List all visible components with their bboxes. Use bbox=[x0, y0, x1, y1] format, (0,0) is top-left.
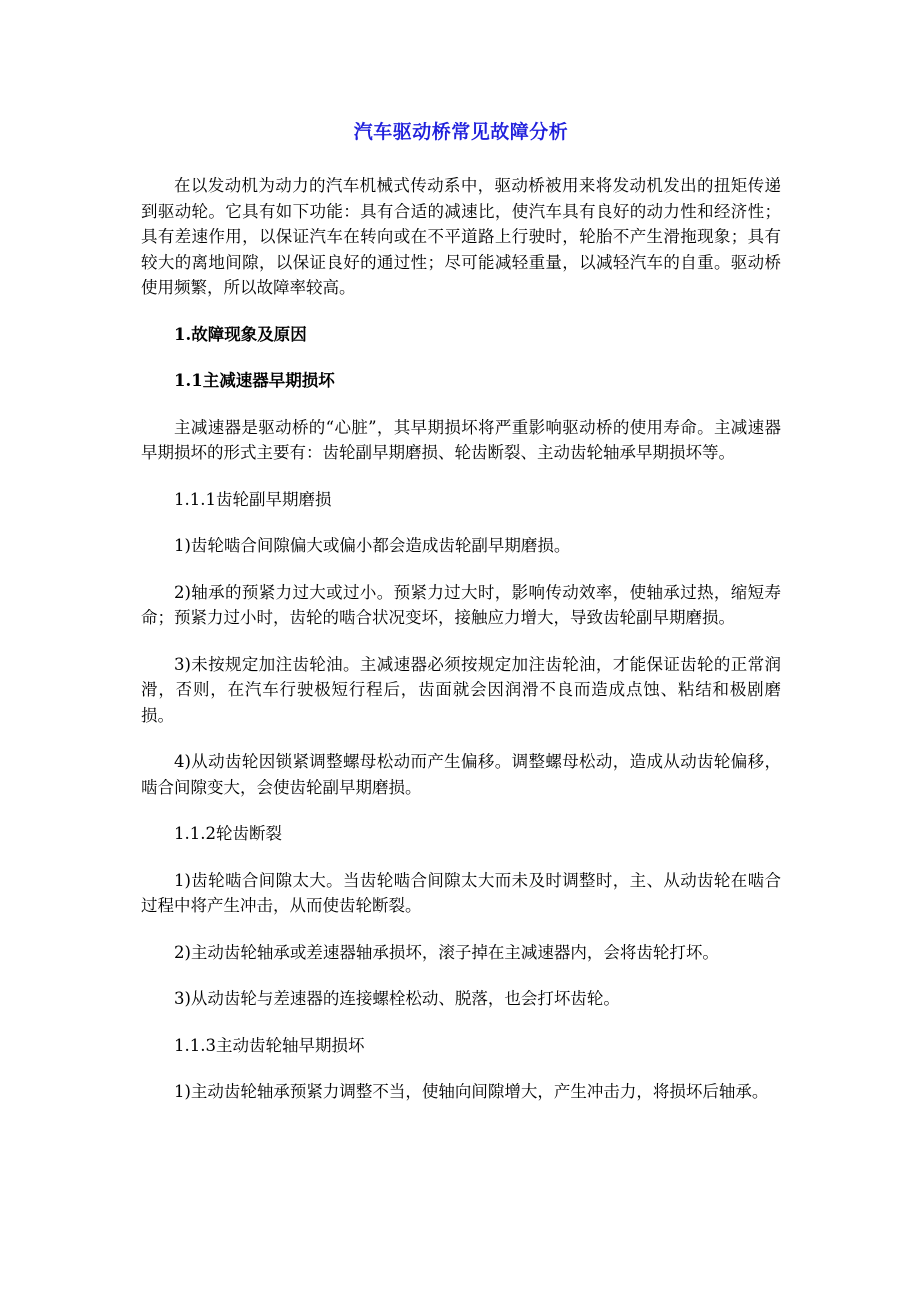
paragraph-main-reducer: 主减速器是驱动桥的“心脏”，其早期损坏将严重影响驱动桥的使用寿命。主减速器早期损坏的形式主要有：齿轮副早期磨损、轮齿断裂、主动齿轮轴承早期损坏等。 bbox=[141, 417, 781, 462]
section-heading-1-1: 1.1主减速器早期损坏 bbox=[174, 371, 335, 390]
list-item-break-2: 2)主动齿轮轴承或差速器轴承损坏，滚子掉在主减速器内，会将齿轮打坏。 bbox=[174, 942, 719, 962]
list-item-wear-1: 1)齿轮啮合间隙偏大或偏小都会造成齿轮副早期磨损。 bbox=[174, 536, 571, 555]
list-item-wear-3: 3)未按规定加注齿轮油。主减速器必须按规定加注齿轮油，才能保证齿轮的正常润滑，否则，在汽车行驶极短行程后，齿面就会因润滑不良而造成点蚀、粘结和极剧磨损。 bbox=[141, 654, 781, 725]
list-item-shaft-1: 1)主动齿轮轴承预紧力调整不当，使轴向间隙增大，产生冲击力，将损坏后轴承。 bbox=[174, 1082, 769, 1101]
section-heading-1-1-1: 1.1.1齿轮副早期磨损 bbox=[174, 489, 332, 509]
intro-paragraph: 在以发动机为动力的汽车机械式传动系中，驱动桥被用来将发动机发出的扭矩传递到驱动轮。它具有如下功能：具有合适的减速比，使汽车具有良好的动力性和经济性；具有差速作用，以保证汽车在转向或在不平道路上行驶时，轮胎不产生滑拖现象；具有较大的离地间隙，以保证良好的通过性；尽可能减轻重量，以减轻汽车的自重。驱动桥使用频繁，所以故障率较高。 bbox=[141, 176, 781, 297]
list-item-break-1: 1)齿轮啮合间隙太大。当齿轮啮合间隙太大而未及时调整时，主、从动齿轮在啮合过程中将产生冲击，从而使齿轮断裂。 bbox=[141, 870, 781, 915]
section-heading-1-1-2: 1.1.2轮齿断裂 bbox=[174, 824, 282, 843]
document-page bbox=[141, 118, 781, 1126]
list-item-break-3: 3)从动齿轮与差速器的连接螺栓松动、脱落，也会打坏齿轮。 bbox=[174, 989, 620, 1008]
section-heading-1-1-3: 1.1.3主动齿轮轴早期损坏 bbox=[174, 1035, 365, 1055]
list-item-wear-2: 2)轴承的预紧力过大或过小。预紧力过大时，影响传动效率，使轴承过热，缩短寿命；预紧力过小时，齿轮的啮合状况变坏，接触应力增大，导致齿轮副早期磨损。 bbox=[141, 582, 781, 627]
section-heading-1: 1.故障现象及原因 bbox=[174, 324, 307, 344]
document-title: 汽车驱动桥常见故障分析 bbox=[353, 121, 569, 143]
list-item-wear-4: 4)从动齿轮因锁紧调整螺母松动而产生偏移。调整螺母松动，造成从动齿轮偏移，啮合间隙变大，会使齿轮副早期磨损。 bbox=[141, 752, 781, 797]
